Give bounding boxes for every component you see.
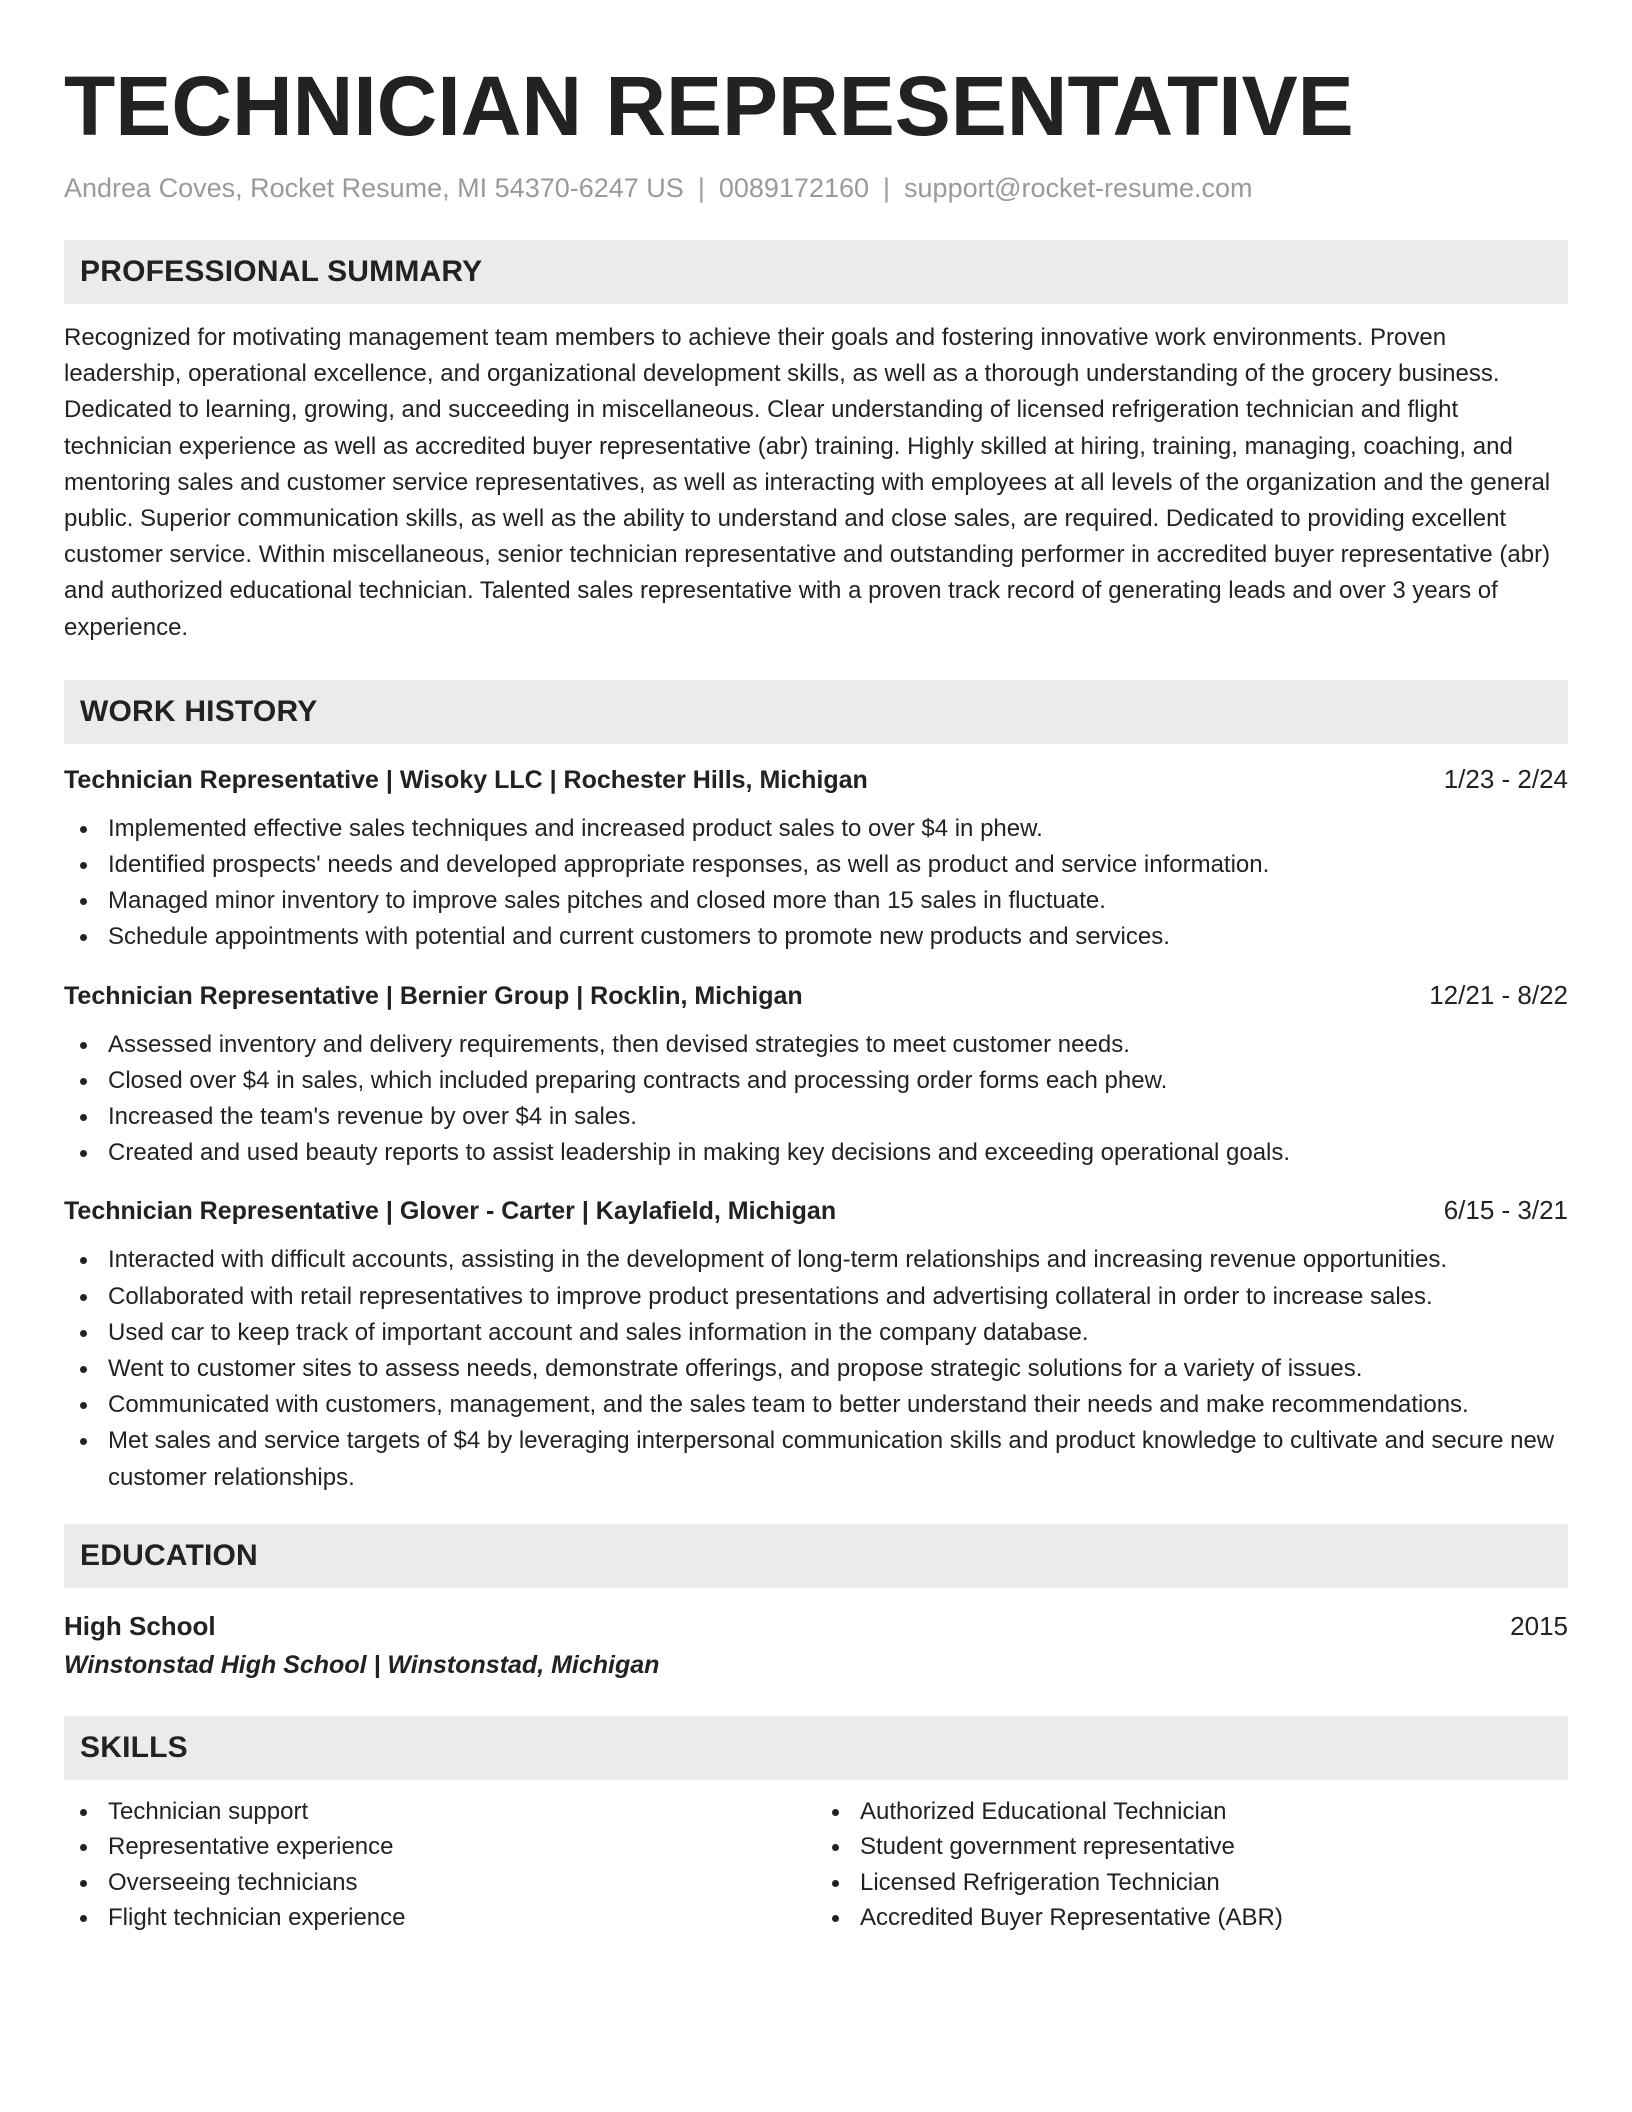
- job-dates: 1/23 - 2/24: [1443, 763, 1568, 794]
- education-degree: High School: [64, 1610, 216, 1641]
- contact-separator: |: [697, 173, 705, 203]
- job-title: Technician Representative | Glover - Carter | Kaylafield, Michigan: [64, 1197, 837, 1226]
- list-item: Collaborated with retail representatives to improve product presentations and advertising collateral in order to increase sales.: [64, 1279, 1568, 1315]
- resume-name-title: TECHNICIAN REPRESENTATIVE: [64, 59, 1354, 153]
- education-year: 2015: [1510, 1610, 1568, 1641]
- skills-list: [64, 1794, 816, 1936]
- job-header: [64, 1193, 1568, 1228]
- list-item: Schedule appointments with potential and current customers to promote new products and services.: [64, 919, 1568, 955]
- job-entry: [64, 762, 1568, 956]
- contact-line: [64, 170, 1568, 206]
- education-header: [64, 1608, 1568, 1644]
- skill-item: Authorized Educational Technician: [816, 1794, 1568, 1830]
- list-item: Assessed inventory and delivery requirements, then devised strategies to meet customer needs.: [64, 1027, 1568, 1063]
- list-item: Created and used beauty reports to assist leadership in making key decisions and exceeding operational goals.: [64, 1135, 1568, 1171]
- job-bullets: [64, 811, 1568, 956]
- job-entry: [64, 1193, 1568, 1495]
- skills-column-left: [64, 1794, 816, 1936]
- list-item: Increased the team's revenue by over $4 in sales.: [64, 1099, 1568, 1135]
- job-header: [64, 978, 1568, 1013]
- job-header: [64, 762, 1568, 797]
- contact-email: support@rocket-resume.com: [904, 173, 1253, 203]
- skill-item: Student government representative: [816, 1829, 1568, 1865]
- list-item: Identified prospects' needs and developed appropriate responses, as well as product and service information.: [64, 847, 1568, 883]
- job-title: Technician Representative | Bernier Group | Rocklin, Michigan: [64, 981, 803, 1010]
- skills-grid: [64, 1794, 1568, 1936]
- job-dates: 6/15 - 3/21: [1443, 1195, 1568, 1226]
- contact-address: Andrea Coves, Rocket Resume, MI 54370-6247 US: [64, 173, 684, 203]
- list-item: Communicated with customers, management, and the sales team to better understand their needs and make recommendations.: [64, 1387, 1568, 1423]
- job-entry: [64, 978, 1568, 1172]
- section-heading-work-history: WORK HISTORY: [64, 680, 1568, 744]
- list-item: Closed over $4 in sales, which included preparing contracts and processing order forms each phew.: [64, 1063, 1568, 1099]
- list-item: Met sales and service targets of $4 by leveraging interpersonal communication skills and product knowledge to cultivate and secure new customer relationships.: [64, 1423, 1568, 1495]
- job-bullets: [64, 1242, 1568, 1495]
- skills-column-right: [816, 1794, 1568, 1936]
- list-item: Managed minor inventory to improve sales pitches and closed more than 15 sales in fluctuate.: [64, 883, 1568, 919]
- job-bullets: [64, 1027, 1568, 1172]
- skill-item: Licensed Refrigeration Technician: [816, 1865, 1568, 1901]
- job-title: Technician Representative | Wisoky LLC | Rochester Hills, Michigan: [64, 765, 868, 794]
- list-item: Went to customer sites to assess needs, demonstrate offerings, and propose strategic solutions for a variety of issues.: [64, 1351, 1568, 1387]
- contact-separator: |: [883, 173, 891, 203]
- skill-item: Overseeing technicians: [64, 1865, 816, 1901]
- job-dates: 12/21 - 8/22: [1429, 979, 1568, 1010]
- skill-item: Technician support: [64, 1794, 816, 1830]
- section-heading-education: EDUCATION: [64, 1524, 1568, 1588]
- skill-item: Accredited Buyer Representative (ABR): [816, 1900, 1568, 1936]
- education-school: Winstonstad High School | Winstonstad, Michigan: [64, 1650, 660, 1679]
- list-item: Interacted with difficult accounts, assisting in the development of long-term relationships and increasing revenue opportunities.: [64, 1242, 1568, 1278]
- skill-item: Flight technician experience: [64, 1900, 816, 1936]
- section-heading-skills: SKILLS: [64, 1716, 1568, 1780]
- summary-paragraph: Recognized for motivating management team members to achieve their goals and fostering innovative work environments. Proven leadership, operational excellence, and organizational development skills, as well as a thorough understanding of the grocery business. Dedicated to learning, growing, and succeeding in miscellaneous. Clear understanding of licensed refrigeration technician and flight technician experience as well as accredited buyer representative (abr) training. Highly skilled at hiring, training, managing, coaching, and mentoring sales and customer service representatives, as well as interacting with employees at all levels of the organization and the general public. Superior communication skills, as well as the ability to understand and close sales, are required. Dedicated to providing excellent customer service. Within miscellaneous, senior technician representative and outstanding performer in accredited buyer representative (abr) and authorized educational technician. Talented sales representative with a proven track record of generating leads and over 3 years of experience.: [64, 324, 1551, 641]
- skill-item: Representative experience: [64, 1829, 816, 1865]
- section-heading-summary: PROFESSIONAL SUMMARY: [64, 240, 1568, 304]
- skills-list: [816, 1794, 1568, 1936]
- list-item: Used car to keep track of important account and sales information in the company database.: [64, 1315, 1568, 1351]
- contact-phone: 0089172160: [718, 173, 870, 203]
- list-item: Implemented effective sales techniques and increased product sales to over $4 in phew.: [64, 811, 1568, 847]
